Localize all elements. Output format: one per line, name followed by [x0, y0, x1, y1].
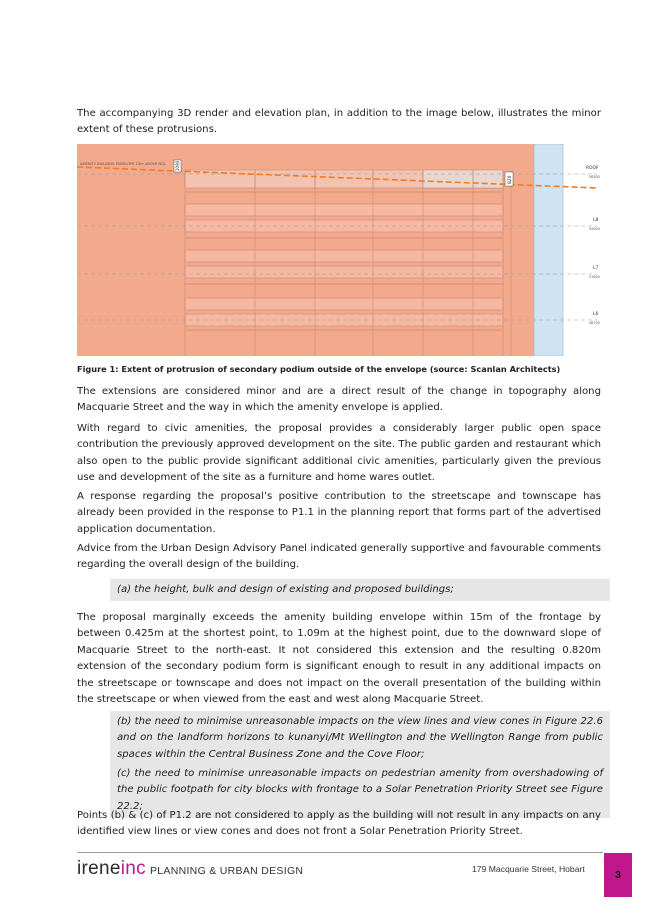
page-number: 3	[604, 853, 632, 897]
quote-c: (c) the need to minimise unreasonable impacts on pedestrian amenity from overshadowing of the public footpath for city blocks with frontage to a Solar Penetration Priority Street see Figure 22.2;	[110, 763, 610, 818]
paragraph-envelope-exceedance: The proposal marginally exceeds the amenity building envelope within 15m of the frontage by between 0.425m at the shortest point, to 1.09m at the highest point, due to the downward slope of Macquarie Street to the north-east. It not considered this extension and the resulting 0.820m extension of the secondary podium form is significant enough to result in any additional impacts on the streetscape or townscape and does not impact on the overall presentation of the building within the streetscape or when viewed from the east and west along Macquarie Street.	[77, 612, 601, 706]
paragraph-streetscape: A response regarding the proposal’s positive contribution to the streetscape and townscape has already been provided in the response to P1.1 in the planning report that forms part of the advertised application documentation.	[77, 491, 601, 535]
svg-text:ROOF: ROOF	[586, 166, 599, 171]
svg-text:L8: L8	[593, 218, 599, 223]
quote-a: (a) the height, bulk and design of existing and proposed buildings;	[110, 579, 610, 601]
brand-logo	[77, 858, 303, 880]
dimension-right	[505, 172, 513, 186]
paragraph-extensions: The extensions are considered minor and are a direct result of the change in topography along Macquarie Street and the way in which the amenity envelope is applied.	[77, 386, 601, 414]
svg-text:48700: 48700	[589, 321, 600, 325]
paragraph-conclusion: Points (b) & (c) of P1.2 are not considered to apply as the building will not result in any impacts on any identified view lines or view cones and does not front a Solar Penetration Priority Street.	[77, 810, 601, 838]
brand-part2: inc	[120, 858, 146, 879]
level-marker-l6	[589, 311, 601, 325]
svg-text:L7: L7	[593, 266, 599, 271]
envelope-label: AMENITY BUILDING ENVELOPE 15m ABOVE NGL	[80, 162, 166, 166]
elevation-figure	[77, 144, 601, 356]
level-marker-roof	[586, 165, 601, 179]
svg-text:820: 820	[508, 175, 513, 184]
figure-caption: Figure 1: Extent of protrusion of secondary podium outside of the envelope (source: Scanlan Architects)	[77, 364, 561, 374]
svg-text:51800: 51800	[589, 275, 600, 279]
paragraph-civic-amenities: With regard to civic amenities, the proposal provides a considerably larger public open space contribution the previously approved development on the site. The public garden and restaurant which also open to the public provide significant additional civic amenities, particularly given the previous use and development of the site as a furniture and home wares outlet.	[77, 423, 601, 484]
quote-b: (b) the need to minimise unreasonable impacts on the view lines and view cones in Figure 22.6 and on the landform horizons to kunanyi/Mt Wellington and the Wellington Range from public spaces within the Central Business Zone and the Cove Floor;	[110, 711, 610, 766]
svg-text:58300: 58300	[589, 175, 600, 179]
level-marker-l7	[589, 265, 601, 279]
brand-tagline: PLANNING & URBAN DESIGN	[149, 865, 304, 877]
paragraph-advisory-panel: Advice from the Urban Design Advisory Panel indicated generally supportive and favourable comments regarding the overall design of the building.	[77, 543, 601, 571]
footer-address: 179 Macquarie Street, Hobart	[472, 864, 585, 874]
dimension-left	[174, 160, 181, 172]
footer-divider	[77, 852, 603, 853]
brand-part1: irene	[77, 858, 121, 879]
svg-text:54900: 54900	[589, 227, 600, 231]
glass-column	[534, 144, 563, 356]
paragraph-intro: The accompanying 3D render and elevation plan, in addition to the image below, illustrates the minor extent of these protrusions.	[77, 108, 601, 136]
svg-text:L6: L6	[593, 312, 599, 317]
svg-text:1090: 1090	[175, 160, 180, 171]
level-marker-l8	[589, 217, 601, 231]
